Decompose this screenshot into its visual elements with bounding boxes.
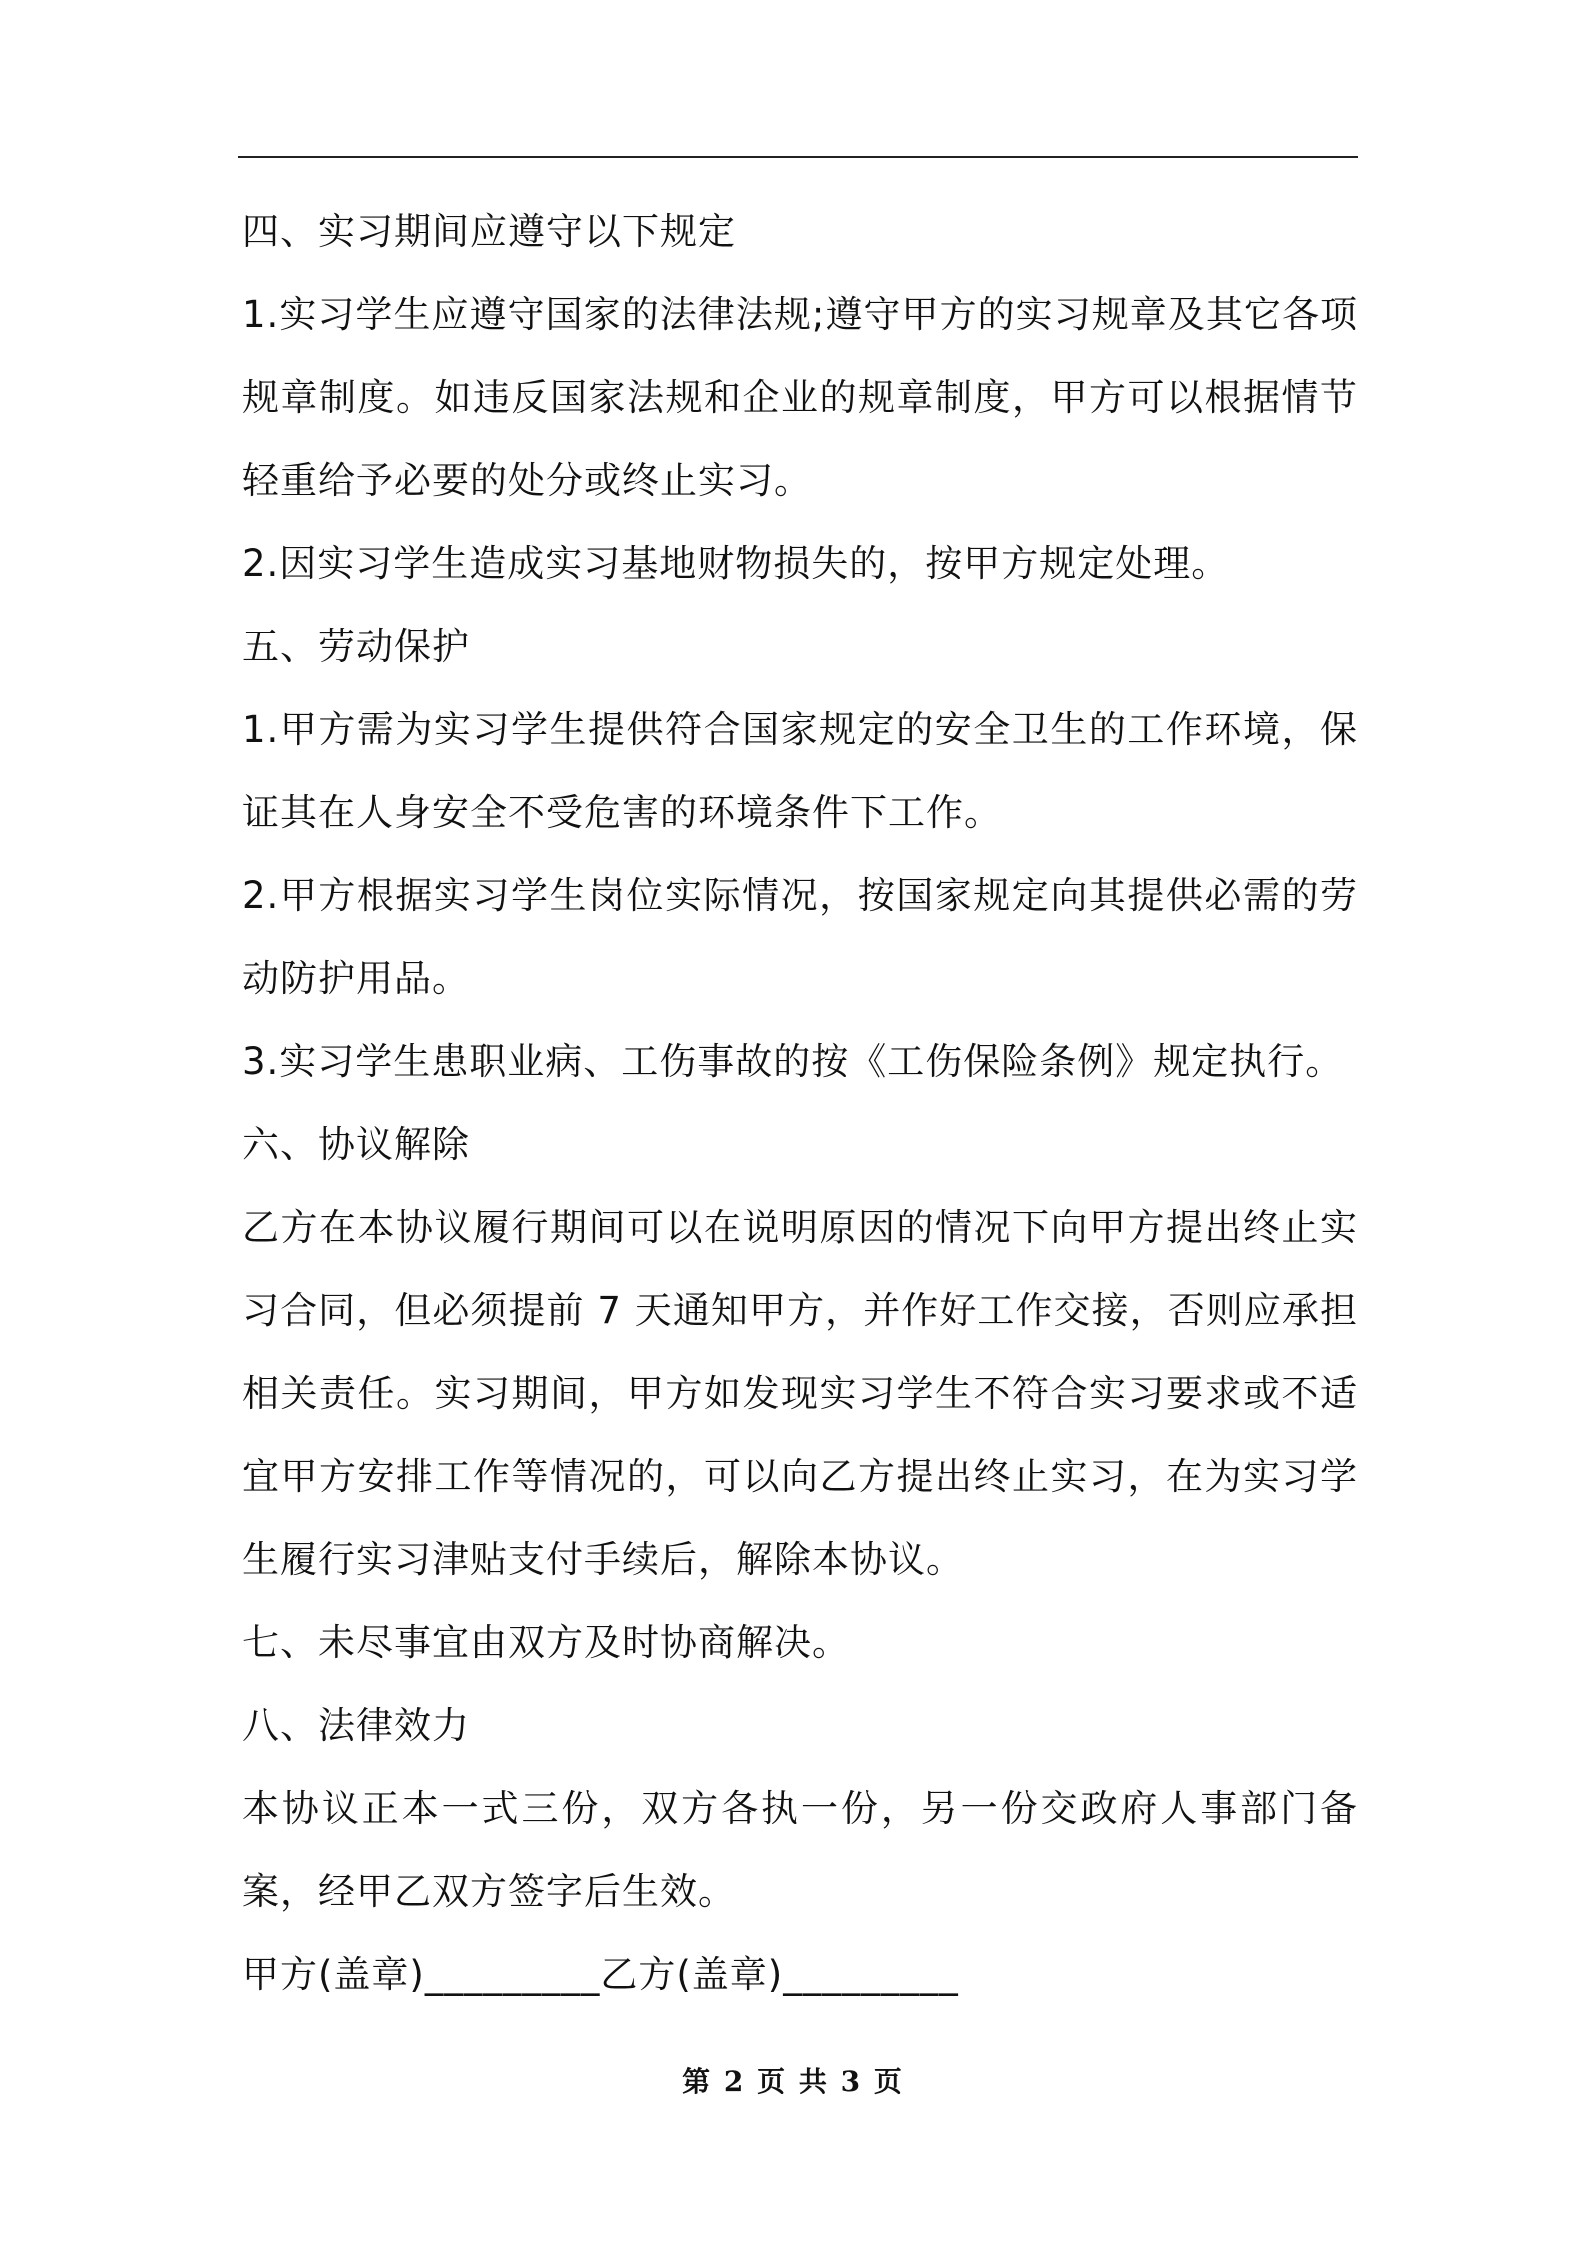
labor-protection-clause-2: 2.甲方根据实习学生岗位实际情况，按国家规定向其提供必需的劳动防护用品。: [242, 874, 1358, 1000]
page-number: 第 2 页 共 3 页: [682, 2065, 904, 2098]
termination-clause: 乙方在本协议履行期间可以在说明原因的情况下向甲方提出终止实习合同，但必须提前 7 天通知甲方，并作好工作交接，否则应承担相关责任。实习期间，甲方如发现实习学生不符合实习要求或不适宜甲方安排工作等情况的，可以向乙方提出终止实习，在为实习学生履行实习津贴支付手续后，解除本协议。: [242, 1206, 1358, 1581]
labor-protection-clause-3: 3.实习学生患职业病、工伤事故的按《工伤保险条例》规定执行。: [242, 1040, 1344, 1083]
labor-protection-clause-1: 1.甲方需为实习学生提供符合国家规定的安全卫生的工作环境，保证其在人身安全不受危害的环境条件下工作。: [242, 708, 1358, 834]
document-body: [242, 190, 1358, 2016]
rules-clause-1: 1.实习学生应遵守国家的法律法规;遵守甲方的实习规章及其它各项规章制度。如违反国家法规和企业的规章制度，甲方可以根据情节轻重给予必要的处分或终止实习。: [242, 293, 1358, 502]
section-heading-termination: 六、协议解除: [242, 1123, 470, 1166]
header-rule: [238, 156, 1358, 158]
section-heading-other-matters: 七、未尽事宜由双方及时协商解决。: [242, 1621, 850, 1664]
signature-line: 甲方(盖章)_________乙方(盖章)_________: [242, 1953, 959, 1996]
section-heading-legal-effect: 八、法律效力: [242, 1704, 470, 1747]
legal-effect-clause: 本协议正本一式三份，双方各执一份，另一份交政府人事部门备案，经甲乙双方签字后生效。: [242, 1787, 1358, 1913]
rules-clause-2: 2.因实习学生造成实习基地财物损失的，按甲方规定处理。: [242, 542, 1230, 585]
section-heading-rules: 四、实习期间应遵守以下规定: [242, 210, 736, 253]
section-heading-labor-protection: 五、劳动保护: [242, 625, 470, 668]
